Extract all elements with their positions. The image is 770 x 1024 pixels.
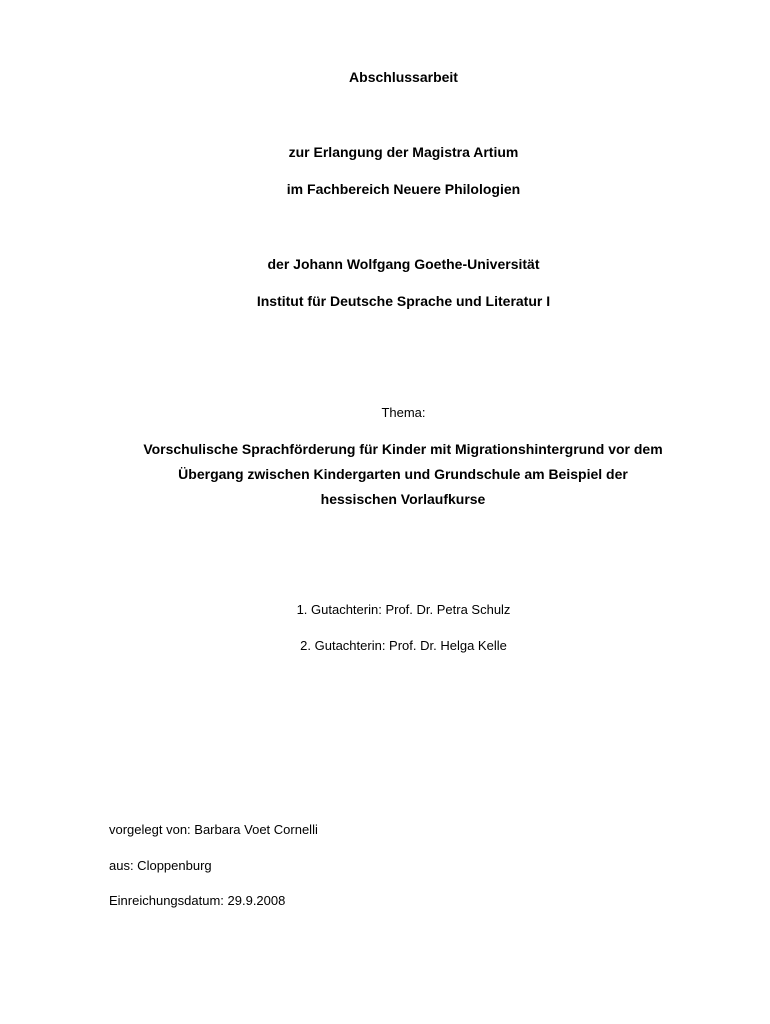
second-reviewer: 2. Gutachterin: Prof. Dr. Helga Kelle — [300, 638, 507, 653]
thesis-title-line: hessischen Vorlaufkurse — [320, 491, 486, 507]
author-line: vorgelegt von: Barbara Voet Cornelli — [109, 822, 318, 837]
first-reviewer: 1. Gutachterin: Prof. Dr. Petra Schulz — [296, 602, 511, 617]
topic-label: Thema: — [381, 405, 426, 420]
degree-line: zur Erlangung der Magistra Artium — [288, 144, 519, 160]
institute-line: Institut für Deutsche Sprache und Literatur I — [256, 293, 551, 309]
submission-date-line: Einreichungsdatum: 29.9.2008 — [109, 893, 286, 908]
thesis-title — [80, 437, 726, 512]
thesis-title-line: Vorschulische Sprachförderung für Kinder mit Migrationshintergrund vor dem — [143, 441, 663, 457]
document-type-heading: Abschlussarbeit — [349, 69, 458, 85]
department-line: im Fachbereich Neuere Philologien — [286, 181, 521, 197]
thesis-title-line: Übergang zwischen Kindergarten und Grundschule am Beispiel der — [178, 466, 628, 482]
university-line: der Johann Wolfgang Goethe-Universität — [267, 256, 540, 272]
origin-line: aus: Cloppenburg — [109, 858, 212, 873]
